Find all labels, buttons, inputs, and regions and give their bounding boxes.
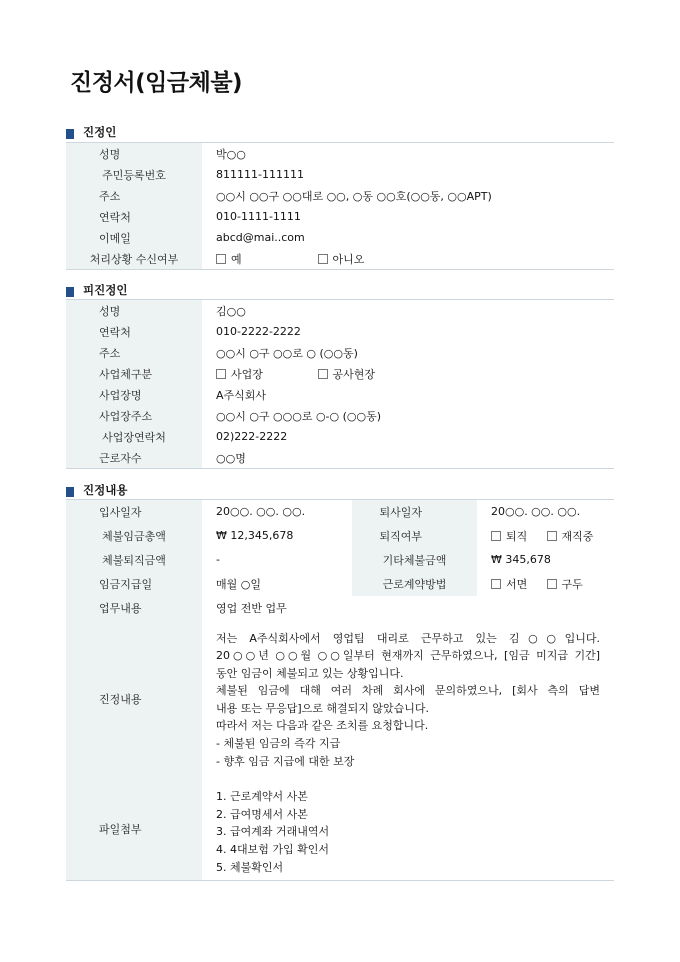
field-label: 주민등록번호 — [66, 164, 202, 185]
section-marker-icon — [66, 287, 74, 297]
petitioner-phone[interactable]: 010-1111-1111 — [216, 210, 301, 223]
checkbox-icon[interactable] — [216, 369, 226, 379]
attachment-item: 5. 체불확인서 — [216, 860, 284, 874]
business-type-options — [202, 363, 614, 384]
table-row — [66, 596, 614, 620]
payday[interactable]: 매월 ○일 — [216, 577, 261, 591]
field-label: 임금지급일 — [66, 572, 202, 596]
checkbox-icon[interactable] — [547, 579, 557, 589]
unpaid-wage-amount[interactable]: ₩ 12,345,678 — [216, 529, 294, 542]
unpaid-severance-amount[interactable]: - — [216, 553, 220, 566]
petition-line: 저는 A주식회사에서 영업팀 대리로 근무하고 있는 김○○입니다. — [216, 631, 600, 645]
field-label: 입사일자 — [66, 500, 202, 524]
join-date[interactable]: 20○○. ○○. ○○. — [216, 505, 306, 519]
other-unpaid-amount[interactable]: ₩ 345,678 — [491, 553, 551, 566]
checkbox-icon[interactable] — [216, 254, 226, 264]
field-label: 사업장주소 — [66, 405, 202, 426]
section-title: 피진정인 — [83, 283, 128, 297]
section-title: 진정인 — [83, 125, 117, 139]
section-marker-icon — [66, 129, 74, 139]
content-table — [66, 499, 614, 881]
field-label: 근로계약방법 — [352, 572, 477, 596]
respondent-table — [66, 299, 614, 469]
table-row — [66, 778, 614, 880]
field-label: 근로자수 — [66, 447, 202, 469]
petitioner-email[interactable]: abcd@mai..com — [216, 231, 305, 244]
table-row — [66, 447, 614, 469]
field-label: 이메일 — [66, 227, 202, 248]
field-label: 연락처 — [66, 321, 202, 342]
resigned-options — [477, 524, 614, 548]
petition-line: 따라서 저는 다음과 같은 조치를 요청합니다. — [216, 719, 429, 733]
petition-text[interactable] — [202, 620, 614, 779]
respondent-name[interactable]: 김○○ — [216, 304, 246, 318]
section-title: 진정내용 — [83, 483, 128, 497]
field-label: 처리상황 수신여부 — [66, 248, 202, 270]
section-header-petitioner — [66, 124, 116, 140]
attachment-item: 4. 4대보험 가입 확인서 — [216, 843, 329, 857]
field-label: 사업체구분 — [66, 363, 202, 384]
field-label: 퇴사일자 — [352, 500, 477, 524]
table-row — [66, 164, 614, 185]
field-label: 주소 — [66, 342, 202, 363]
field-label: 연락처 — [66, 206, 202, 227]
duty-description[interactable]: 영업 전반 업무 — [216, 601, 287, 615]
business-address[interactable]: ○○시 ○구 ○○○로 ○-○ (○○동) — [216, 409, 382, 423]
contract-written-option[interactable]: 서면 — [491, 576, 543, 592]
notify-options — [202, 248, 614, 270]
table-row — [66, 300, 614, 322]
petitioner-rrn[interactable]: 811111-111111 — [216, 168, 304, 181]
table-row — [66, 524, 614, 548]
field-label: 체불퇴직금액 — [66, 548, 202, 572]
petition-line: 체불된 임금에 대해 여러 차례 회사에 문의하였으나, [회사 측의 답변 — [216, 684, 600, 698]
attachment-item: 2. 급여명세서 사본 — [216, 807, 308, 821]
field-label: 기타체불금액 — [352, 548, 477, 572]
table-row — [66, 363, 614, 384]
attachments-list[interactable] — [202, 778, 614, 880]
respondent-address[interactable]: ○○시 ○구 ○○로 ○ (○○동) — [216, 346, 358, 360]
resigned-no-option[interactable]: 재직중 — [547, 528, 594, 544]
type-workplace-option[interactable]: 사업장 — [216, 366, 314, 382]
table-row — [66, 206, 614, 227]
contract-verbal-option[interactable]: 구두 — [547, 576, 583, 592]
petition-line: 20○○년 ○○월 ○○일부터 현재까지 근무하였으나, [임금 미지급 기간] — [216, 649, 600, 663]
table-row — [66, 572, 614, 596]
worker-count[interactable]: ○○명 — [216, 451, 246, 465]
table-row — [66, 342, 614, 363]
field-label: 주소 — [66, 185, 202, 206]
checkbox-icon[interactable] — [318, 254, 328, 264]
section-header-content — [66, 482, 127, 498]
petition-line: 내용 또는 무응답]으로 해결되지 않았습니다. — [216, 701, 430, 715]
page-title: 진정서(임금체불) — [70, 70, 243, 96]
field-label: 체불임금총액 — [66, 524, 202, 548]
checkbox-icon[interactable] — [547, 531, 557, 541]
checkbox-icon[interactable] — [491, 531, 501, 541]
table-row — [66, 620, 614, 779]
field-label: 성명 — [66, 143, 202, 165]
table-row — [66, 321, 614, 342]
petition-line: - 체불된 임금의 즉각 지급 — [216, 737, 341, 751]
notify-yes-option[interactable]: 예 — [216, 251, 314, 267]
petitioner-address[interactable]: ○○시 ○○구 ○○대로 ○○, ○동 ○○호(○○동, ○○APT) — [216, 189, 492, 203]
field-label: 퇴직여부 — [352, 524, 477, 548]
table-row — [66, 426, 614, 447]
attachment-item: 1. 근로계약서 사본 — [216, 790, 308, 804]
business-name[interactable]: A주식회사 — [216, 388, 267, 402]
section-header-respondent — [66, 282, 127, 298]
field-label: 성명 — [66, 300, 202, 322]
table-row — [66, 185, 614, 206]
leave-date[interactable]: 20○○. ○○. ○○. — [491, 505, 581, 519]
notify-no-option[interactable]: 아니오 — [318, 251, 365, 267]
type-construction-option[interactable]: 공사현장 — [318, 366, 376, 382]
petitioner-table — [66, 142, 614, 270]
respondent-phone[interactable]: 010-2222-2222 — [216, 325, 301, 338]
field-label: 사업장연락처 — [66, 426, 202, 447]
section-marker-icon — [66, 487, 74, 497]
resigned-yes-option[interactable]: 퇴직 — [491, 528, 543, 544]
petitioner-name[interactable]: 박○○ — [216, 147, 246, 161]
business-phone[interactable]: 02)222-2222 — [216, 430, 288, 443]
table-row — [66, 548, 614, 572]
petition-line: - 향후 임금 지급에 대한 보장 — [216, 754, 355, 768]
field-label: 파일첨부 — [66, 778, 202, 880]
attachment-item: 3. 급여계좌 거래내역서 — [216, 825, 330, 839]
checkbox-icon[interactable] — [491, 579, 501, 589]
field-label: 업무내용 — [66, 596, 202, 620]
table-row — [66, 248, 614, 270]
checkbox-icon[interactable] — [318, 369, 328, 379]
table-row — [66, 143, 614, 165]
petition-line: 동안 임금이 체불되고 있는 상황입니다. — [216, 666, 404, 680]
table-row — [66, 227, 614, 248]
contract-options — [477, 572, 614, 596]
field-label: 진정내용 — [66, 620, 202, 779]
table-row — [66, 405, 614, 426]
table-row — [66, 500, 614, 524]
field-label: 사업장명 — [66, 384, 202, 405]
table-row — [66, 384, 614, 405]
